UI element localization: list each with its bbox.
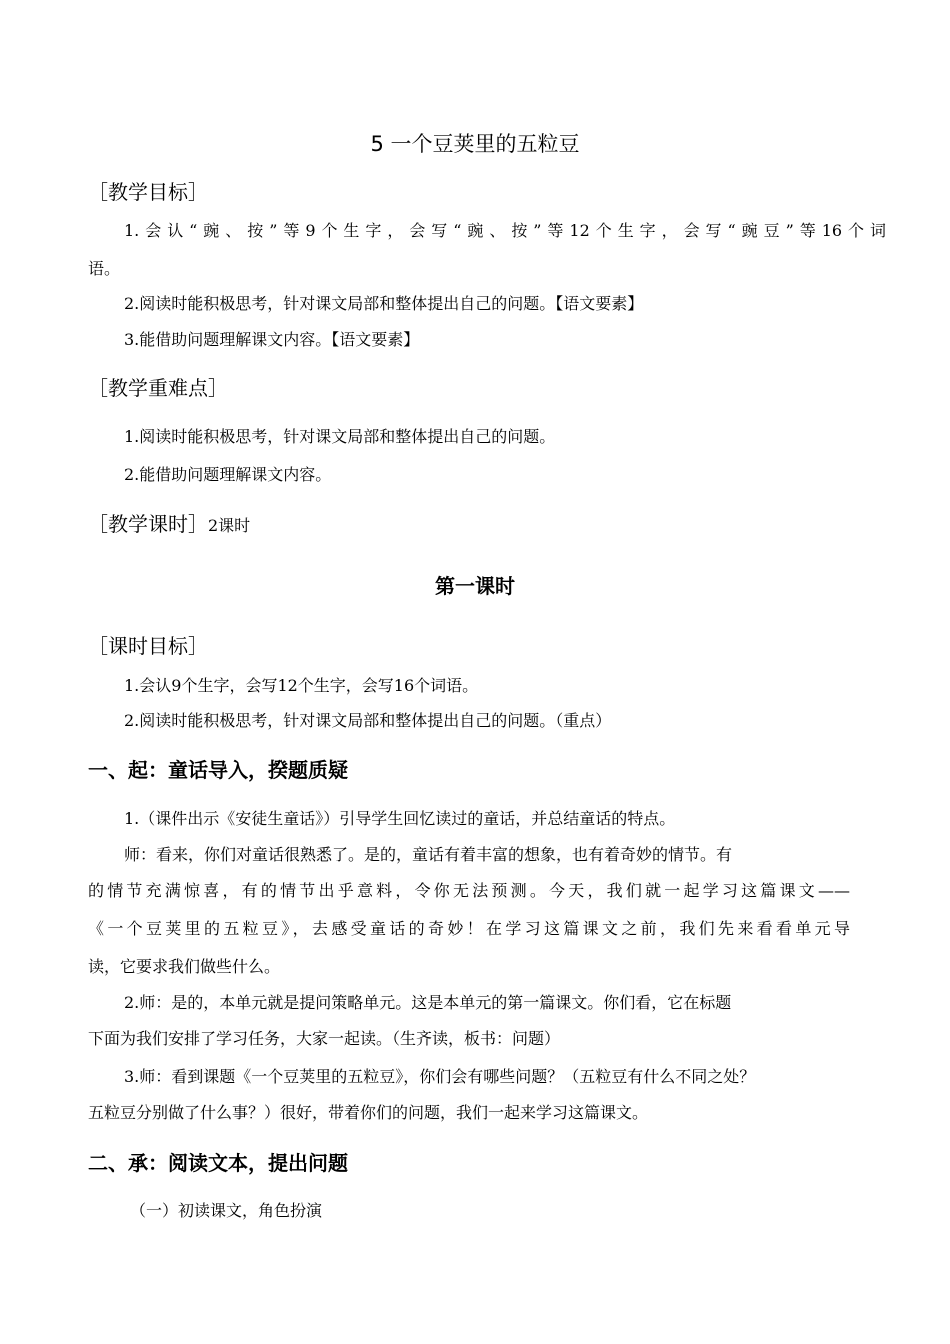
key-points-heading: ［教学重难点］ [88,376,228,400]
section-one-line-3: 的情节充满惊喜，有的情节出乎意料，令你无法预测。今天，我们就一起学习这篇课文—— [88,881,850,900]
section-one-line-8: 3.师：看到课题《一个豆荚里的五粒豆》，你们会有哪些问题？（五粒豆有什么不同之处？ [124,1067,756,1086]
document-title: 5 一个豆荚里的五粒豆 [370,132,580,156]
section-one-line-5: 读，它要求我们做些什么。 [88,957,281,976]
goal-line-1: 1.会认“豌、按”等9个生字，会写“豌、按”等12个生字，会写“豌豆”等16个词 [124,221,886,240]
lesson-goals-heading: ［课时目标］ [88,634,208,658]
teaching-hours-value: 2课时 [208,516,251,535]
section-one-line-2: 师：看来，你们对童话很熟悉了。是的，童话有着丰富的想象，也有着奇妙的情节。有 [124,845,733,864]
section-one-heading: 一、起：童话导入，揆题质疑 [88,758,348,782]
section-two-heading: 二、承：阅读文本，提出问题 [88,1151,348,1175]
lesson-goal-1: 1.会认9个生字，会写12个生字，会写16个词语。 [124,676,479,695]
lesson-one-heading: 第一课时 [435,574,515,598]
section-two-sub: （一）初读课文，角色扮演 [130,1201,323,1220]
section-one-line-6: 2.师：是的，本单元就是提问策略单元。这是本单元的第一篇课文。你们看，它在标题 [124,993,732,1012]
goal-line-3: 3.能借助问题理解课文内容。【语文要素】 [124,330,420,349]
teaching-hours-heading: ［教学课时］ [88,512,208,536]
goal-line-2: 2.阅读时能积极思考，针对课文局部和整体提出自己的问题。【语文要素】 [124,294,644,313]
section-one-line-7: 下面为我们安排了学习任务，大家一起读。（生齐读，板书：问题） [88,1029,561,1048]
teaching-hours [88,508,250,537]
key-point-1: 1.阅读时能积极思考，针对课文局部和整体提出自己的问题。 [124,427,556,446]
section-one-line-1: 1.（课件出示《安徒生童话》）引导学生回忆读过的童话，并总结童话的特点。 [124,809,676,828]
section-one-line-9: 五粒豆分别做了什么事？）很好，带着你们的问题，我们一起来学习这篇课文。 [88,1103,649,1122]
section-one-line-4: 《一个豆荚里的五粒豆》，去感受童话的奇妙！在学习这篇课文之前，我们先来看看单元导 [88,919,850,938]
teaching-goals-heading: ［教学目标］ [88,180,208,204]
goal-line-1-cont: 语。 [88,259,121,278]
key-point-2: 2.能借助问题理解课文内容。 [124,465,332,484]
lesson-goal-2: 2.阅读时能积极思考，针对课文局部和整体提出自己的问题。（重点） [124,711,612,730]
